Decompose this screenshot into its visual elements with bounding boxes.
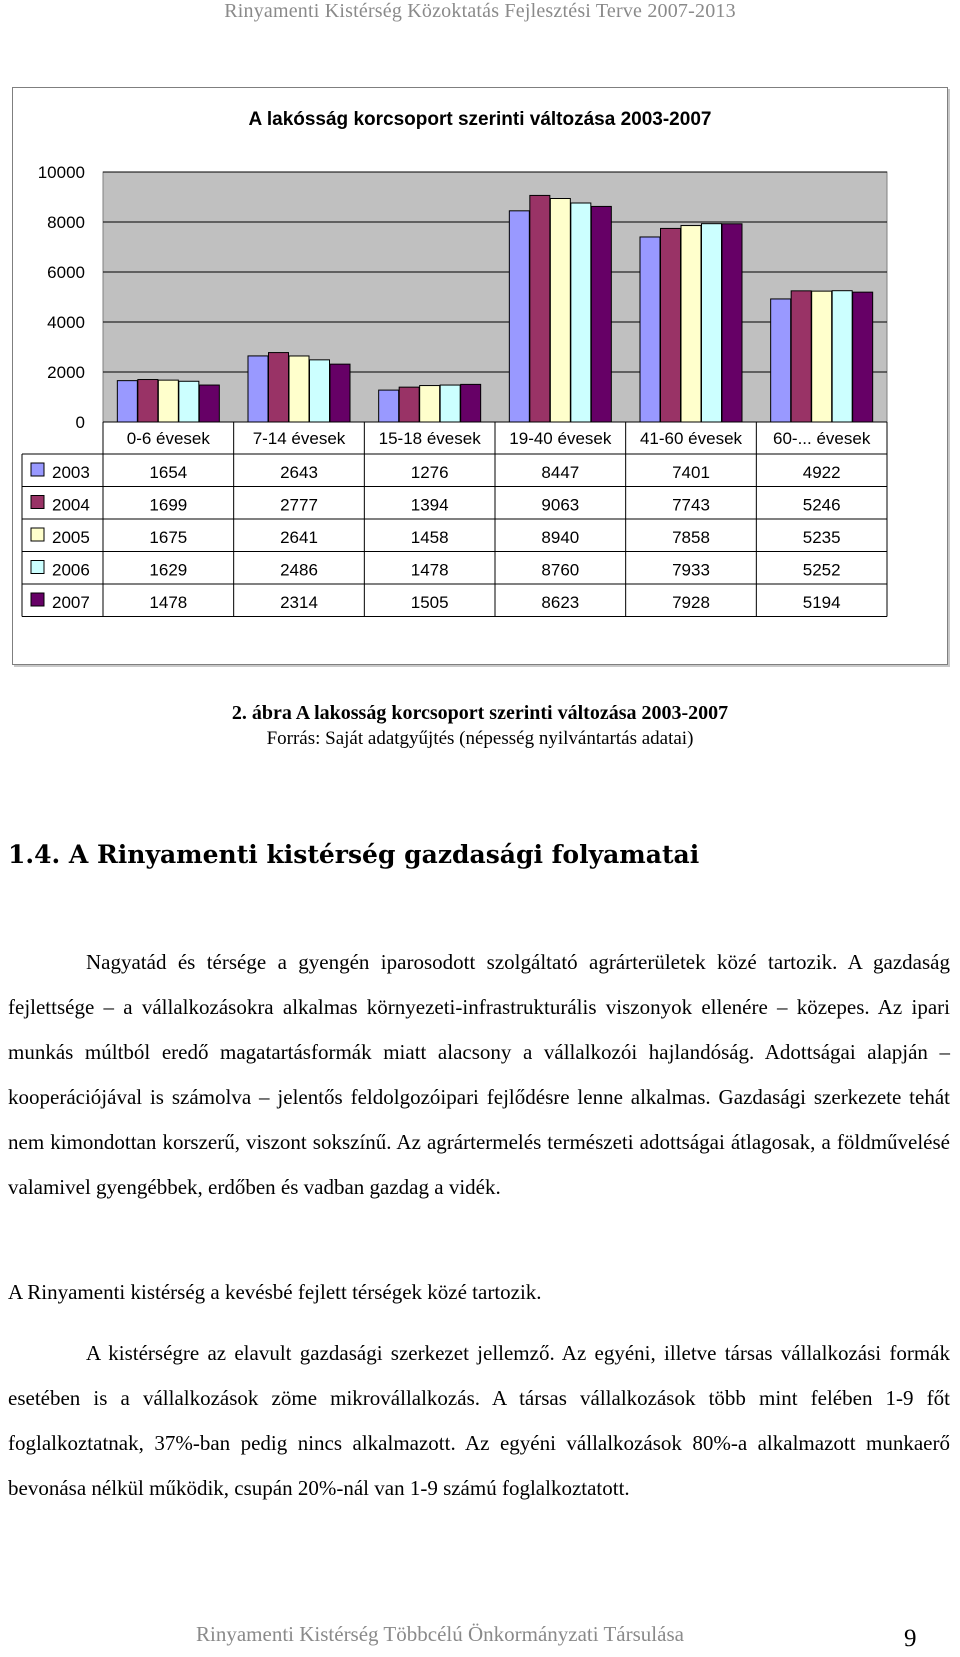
legend-label: 2004: [52, 495, 90, 515]
legend-label: 2003: [52, 463, 90, 482]
bar: [440, 385, 460, 422]
bar: [461, 384, 481, 422]
legend-key: [31, 593, 44, 606]
bar: [681, 226, 701, 422]
data-label: 9063: [541, 495, 580, 515]
y-tick-label: 4000: [47, 313, 85, 332]
y-tick-label: 10000: [37, 163, 85, 182]
bar: [812, 291, 832, 422]
y-tick-label: 2000: [47, 363, 85, 382]
data-label: 1505: [410, 593, 449, 612]
bar: [117, 381, 137, 422]
data-label: 2777: [280, 495, 318, 515]
data-label: 7401: [672, 463, 710, 482]
data-label: 8623: [541, 593, 580, 612]
bar: [722, 224, 742, 422]
data-label: 2486: [280, 560, 318, 580]
x-category-label: 60-... évesek: [773, 429, 871, 448]
legend-label: 2007: [52, 593, 90, 612]
bar: [289, 356, 309, 422]
x-category-label: 15-18 évesek: [378, 429, 481, 448]
data-label: 7858: [672, 528, 710, 547]
data-label: 1629: [149, 560, 188, 580]
bar: [310, 360, 330, 422]
data-label: 7933: [672, 560, 710, 580]
data-label: 1699: [149, 495, 188, 515]
bar: [248, 356, 268, 422]
plot-area: [103, 172, 887, 422]
paragraph-2: A Rinyamenti kistérség a kevésbé fejlett térségek közé tartozik.: [8, 1280, 542, 1304]
legend-key: [31, 561, 44, 574]
data-label: 7928: [672, 593, 710, 612]
y-tick-label: 0: [75, 413, 85, 432]
page-number: 9: [904, 1625, 917, 1652]
bar: [591, 206, 611, 422]
page-header: Rinyamenti Kistérség Közoktatás Fejlesztési Terve 2007-2013: [224, 0, 736, 22]
x-category-label: 41-60 évesek: [639, 429, 743, 448]
bar: [661, 228, 681, 422]
bar: [771, 299, 791, 422]
legend-key: [31, 496, 44, 509]
data-label: 1654: [149, 463, 188, 482]
legend-key: [31, 463, 44, 476]
bar: [199, 385, 219, 422]
x-category-label: 0-6 évesek: [126, 429, 210, 448]
bar: [530, 195, 550, 422]
data-label: 4922: [802, 463, 841, 482]
data-label: 5235: [802, 528, 841, 547]
data-label: 1276: [410, 463, 449, 482]
bar: [640, 237, 660, 422]
bar: [330, 364, 350, 422]
legend-key: [31, 528, 44, 541]
bar: [550, 199, 570, 423]
paragraph-3: A kistérségre az elavult gazdasági szerkezet jellemző. Az egyéni, illetve társas vállalkozási formák esetében is a vállalkozások zöme mikrovállalkozás. A társas vállalkozások több mint felében 1-9 főt foglalkoztatnak, 37%-ban pedig nincs alkalmazott. Az egyéni vállalkozások 80%-a alkalmazott munkaerő bevonása nélkül működik, csupán 20%-nál van 1-9 számú foglalkoztatott.: [8, 1341, 950, 1500]
bar: [379, 390, 399, 422]
data-label: 5252: [802, 560, 841, 580]
bar: [399, 387, 419, 422]
data-label: 2643: [280, 463, 318, 482]
data-label: 2314: [280, 593, 318, 612]
bar: [138, 380, 158, 422]
data-label: 1394: [410, 495, 449, 515]
legend-label: 2005: [52, 528, 90, 547]
bar-chart: [0, 0, 960, 700]
data-label: 5194: [802, 593, 841, 612]
x-category-label: 7-14 évesek: [252, 429, 346, 448]
data-label: 1478: [149, 593, 188, 612]
figure-caption-title: 2. ábra A lakosság korcsoport szerinti változása 2003-2007: [231, 702, 729, 724]
bar: [571, 203, 591, 422]
data-label: 8940: [541, 528, 580, 547]
y-tick-label: 6000: [47, 263, 85, 282]
data-label: 8760: [541, 560, 580, 580]
data-label: 8447: [541, 463, 580, 482]
bar: [179, 381, 199, 422]
bar: [158, 380, 178, 422]
y-tick-label: 8000: [47, 213, 85, 232]
page-footer: Rinyamenti Kistérség Többcélú Önkormányzati Társulása: [196, 1622, 684, 1646]
data-label: 1478: [410, 560, 449, 580]
bar: [269, 353, 289, 422]
bar: [853, 292, 873, 422]
data-label: 1458: [410, 528, 449, 547]
bar: [702, 224, 722, 422]
bar: [832, 291, 852, 422]
x-category-label: 19-40 évesek: [509, 429, 612, 448]
data-label: 1675: [149, 528, 188, 547]
figure-caption-source: Forrás: Saját adatgyűjtés (népesség nyilvántartás adatai): [266, 728, 694, 749]
chart-title: A lakósság korcsoport szerinti változása 2003-2007: [248, 109, 712, 130]
bar: [791, 291, 811, 422]
data-label: 2641: [280, 528, 318, 547]
paragraph-1: Nagyatád és térsége a gyengén iparosodott szolgáltató agrárterületek közé tartozik. A gazdaság fejlettsége – a vállalkozásokra alkalmas környezeti-infrastrukturális viszonyok ellenére – közepes. Az ipari munkás múltból eredő magatartásformák miatt alacsony a vállalkozói hajlandóság. Adottságai alapján – kooperációjával is számolva – jelentős feldolgozóipari fejlődésre lenne alkalmas. Gazdasági szerkezete tehát nem kimondottan korszerű, viszont sokszínű. Az agrártermelés természeti adottságai átlagosak, a földművelésé valamivel gyengébbek, erdőben és vadban gazdag a vidék.: [8, 950, 950, 1199]
data-label: 7743: [672, 495, 710, 515]
bar: [420, 386, 440, 422]
section-heading: 1.4. A Rinyamenti kistérség gazdasági folyamatai: [8, 840, 700, 869]
bar: [509, 211, 529, 422]
data-label: 5246: [802, 495, 841, 515]
legend-label: 2006: [52, 560, 90, 580]
